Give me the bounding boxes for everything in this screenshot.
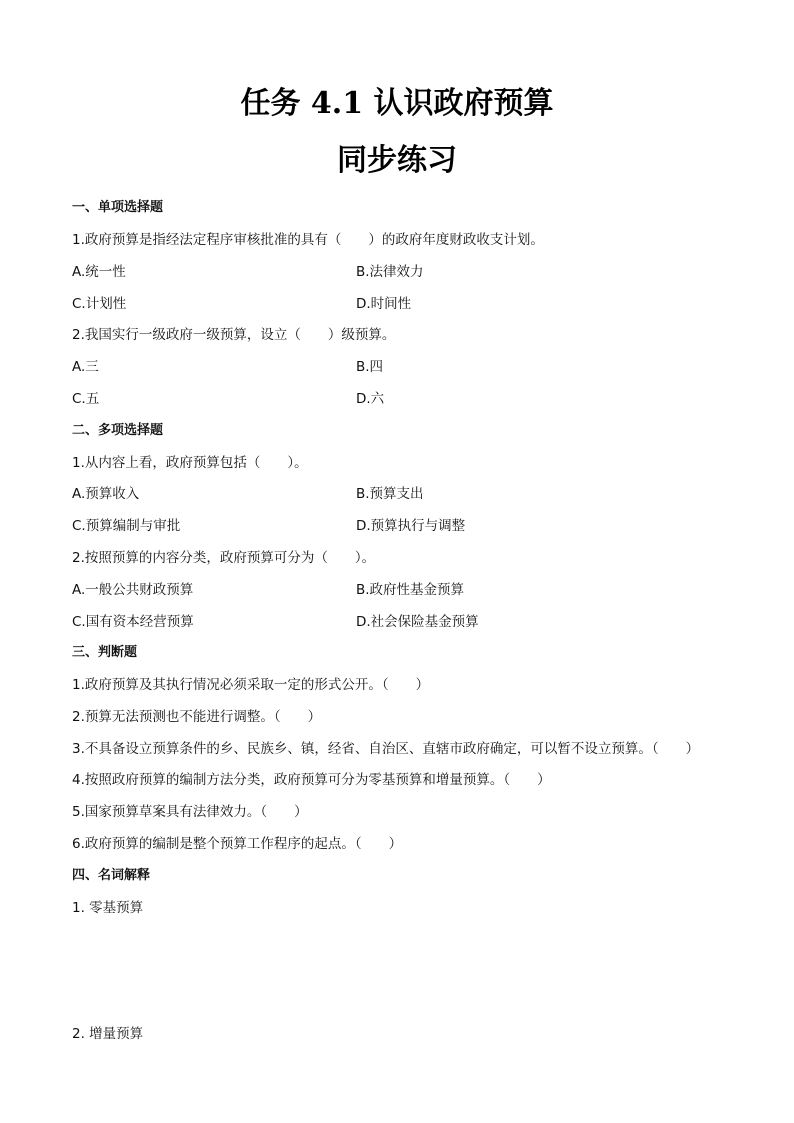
statement-text: 6.政府预算的编制是整个预算工作程序的起点。（ ） <box>72 836 403 852</box>
section-heading-multiple-choice: 二、多项选择题 <box>72 423 164 438</box>
question-text: 1.从内容上看，政府预算包括（ ）。 <box>72 455 308 471</box>
option-a: A.预算收入 <box>72 486 140 502</box>
option-d: D.预算执行与调整 <box>356 518 466 534</box>
page-subtitle: 同步练习 <box>337 143 457 178</box>
section-heading-term-definition: 四、名词解释 <box>72 868 151 883</box>
term-item: 1. 零基预算 <box>72 900 144 916</box>
statement-text: 1.政府预算及其执行情况必须采取一定的形式公开。（ ） <box>72 677 430 693</box>
statement-text: 4.按照政府预算的编制方法分类，政府预算可分为零基预算和增量预算。（ ） <box>72 772 551 788</box>
option-c: C.五 <box>72 391 100 407</box>
option-c: C.计划性 <box>72 296 127 312</box>
option-b: B.预算支出 <box>356 486 424 502</box>
option-b: B.法律效力 <box>356 264 424 280</box>
option-c: C.预算编制与审批 <box>72 518 181 534</box>
section-heading-true-false: 三、判断题 <box>72 645 138 660</box>
term-item: 2. 增量预算 <box>72 1026 144 1042</box>
option-d: D.时间性 <box>356 296 412 312</box>
statement-text: 2.预算无法预测也不能进行调整。（ ） <box>72 709 322 725</box>
section-heading-single-choice: 一、单项选择题 <box>72 200 164 215</box>
option-b: B.四 <box>356 359 384 375</box>
option-a: A.统一性 <box>72 264 126 280</box>
option-b: B.政府性基金预算 <box>356 582 465 598</box>
question-text: 1.政府预算是指经法定程序审核批准的具有（ ）的政府年度财政收支计划。 <box>72 232 544 248</box>
option-d: D.社会保险基金预算 <box>356 614 479 630</box>
question-text: 2.我国实行一级政府一级预算，设立（ ）级预算。 <box>72 327 396 343</box>
statement-text: 5.国家预算草案具有法律效力。（ ） <box>72 804 308 820</box>
question-text: 2.按照预算的内容分类，政府预算可分为（ ）。 <box>72 550 376 566</box>
statement-text: 3.不具备设立预算条件的乡、民族乡、镇，经省、自治区、直辖市政府确定，可以暂不设立预算。（ ） <box>72 741 700 757</box>
page-title: 任务 4.1 认识政府预算 <box>240 86 554 121</box>
option-c: C.国有资本经营预算 <box>72 614 194 630</box>
option-a: A.一般公共财政预算 <box>72 582 194 598</box>
option-a: A.三 <box>72 359 99 375</box>
option-d: D.六 <box>356 391 385 407</box>
